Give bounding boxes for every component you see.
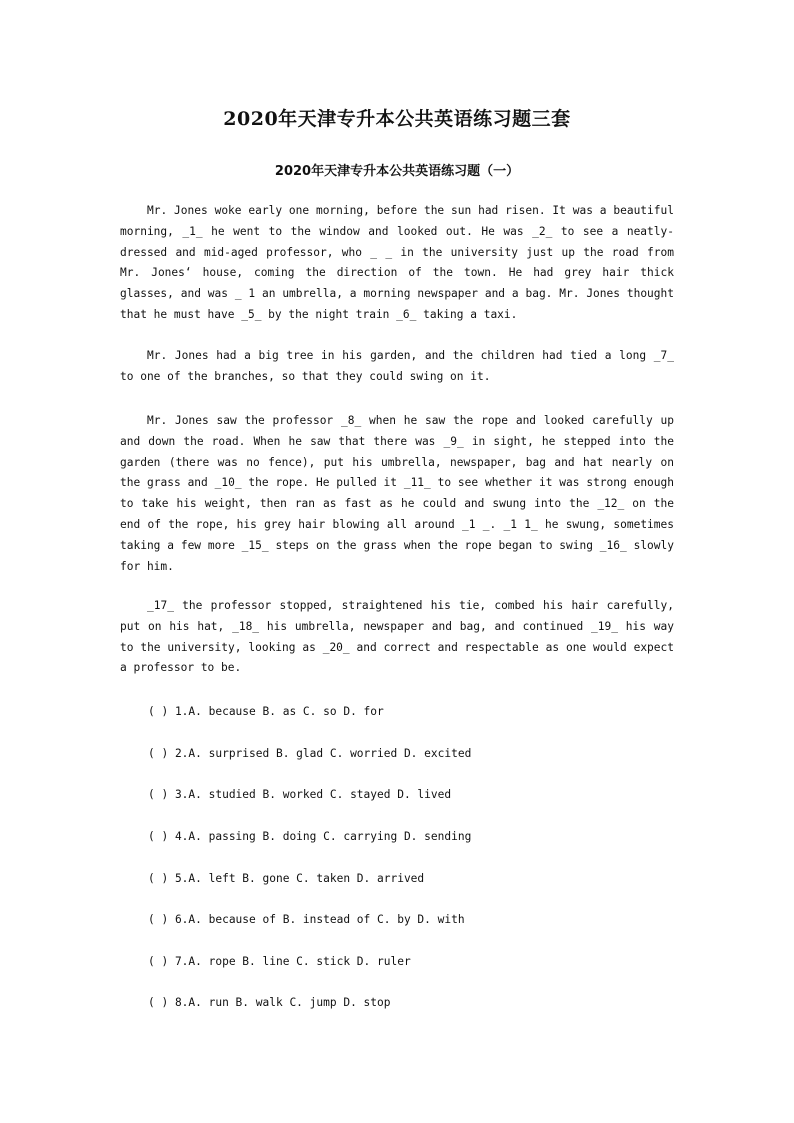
question-8: ( ) 8.A. run B. walk C. jump D. stop bbox=[148, 996, 391, 1009]
passage-paragraph-4: _17_ the professor stopped, straightened his tie, combed his hair carefully, put on his hat, _18_ his umbrella, newspaper and bag, and continued _19_ his way to the university, looking as _20_ and correct and respectable as one would expect a professor to be. bbox=[120, 599, 674, 675]
question-4: ( ) 4.A. passing B. doing C. carrying D. sending bbox=[148, 830, 472, 843]
question-5: ( ) 5.A. left B. gone C. taken D. arrived bbox=[148, 872, 425, 885]
passage-paragraph-2: Mr. Jones had a big tree in his garden, and the children had tied a long _7_ to one of the branches, so that they could swing on it. bbox=[120, 349, 674, 383]
question-1: ( ) 1.A. because B. as C. so D. for bbox=[148, 705, 384, 718]
document-title: 2020年天津专升本公共英语练习题三套 bbox=[223, 108, 571, 130]
passage-paragraph-3: Mr. Jones saw the professor _8_ when he saw the rope and looked carefully up and down the road. When he saw that there was _9_ in sight, he stepped into the garden (there was no fence), put his umbrella, newspaper, bag and hat nearly on the grass and _10_ the rope. He pulled it _11_ to see whether it was strong enough to take his weight, then ran as fast as he could and swung into the _12_ on the end of the rope, his grey hair blowing all around _1 _. _1 1_ he swung, sometimes taking a few more _15_ steps on the grass when the rope began to swing _16_ slowly for him. bbox=[120, 414, 674, 573]
exercise-subtitle: 2020年天津专升本公共英语练习题（一） bbox=[274, 164, 520, 179]
passage-paragraph-1: Mr. Jones woke early one morning, before the sun had risen. It was a beautiful morning, _1_ he went to the window and looked out. He was _2_ to see a neatly-dressed and mid-aged professor, who _ _ in the university just up the road from Mr. Jones‘ house, coming the direction of the town. He had grey hair thick glasses, and was _ 1 an umbrella, a morning newspaper and a bag. Mr. Jones thought that he must have _5_ by the night train _6_ taking a taxi. bbox=[120, 204, 674, 321]
question-3: ( ) 3.A. studied B. worked C. stayed D. lived bbox=[148, 788, 452, 801]
question-7: ( ) 7.A. rope B. line C. stick D. ruler bbox=[148, 955, 411, 968]
question-2: ( ) 2.A. surprised B. glad C. worried D. excited bbox=[148, 747, 472, 760]
question-6: ( ) 6.A. because of B. instead of C. by D. with bbox=[148, 913, 465, 926]
